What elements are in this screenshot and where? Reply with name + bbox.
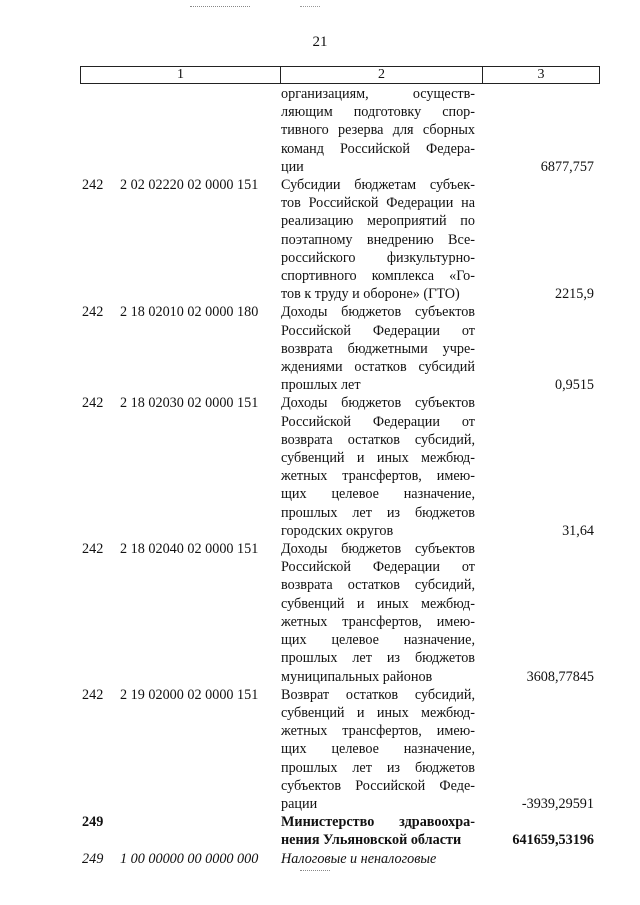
description-line: щих целевое назначение, xyxy=(281,486,475,503)
row-number: 242 xyxy=(82,304,104,321)
table-header xyxy=(80,66,600,84)
description-line: тов Российской Федерации на xyxy=(281,195,475,212)
description-line: организациям, осуществ- xyxy=(281,86,475,102)
table-row xyxy=(0,686,640,813)
header-col-3: 3 xyxy=(537,67,545,82)
row-description xyxy=(281,85,475,176)
description-line: субвенций и иных межбюд- xyxy=(281,450,475,467)
table-row xyxy=(0,85,640,176)
description-line: Российской Федерации от xyxy=(281,322,475,339)
row-description xyxy=(281,686,475,813)
description-line: команд Российской Федера- xyxy=(281,140,475,157)
description-line: Министерство здравоохра- xyxy=(281,814,475,831)
description-line: тов к труду и обороне» (ГТО) xyxy=(281,286,460,303)
row-number: 249 xyxy=(82,850,104,867)
budget-code: 1 00 00000 00 0000 000 xyxy=(120,850,259,867)
amount-value: 3608,77845 xyxy=(526,668,594,685)
amount-value: 6877,757 xyxy=(540,158,594,175)
description-line: прошлых лет из бюджетов xyxy=(281,650,475,667)
row-description xyxy=(281,540,475,686)
row-description xyxy=(281,176,475,303)
description-line: спортивного комплекса «Го- xyxy=(281,268,475,285)
row-number: 249 xyxy=(82,814,104,831)
description-line: ляющим подготовку спор- xyxy=(281,104,475,121)
budget-code: 2 19 02000 02 0000 151 xyxy=(120,686,259,703)
row-description xyxy=(281,850,475,868)
description-line: прошлых лет из бюджетов xyxy=(281,504,475,521)
amount-value: 2215,9 xyxy=(554,286,594,303)
budget-code: 2 18 02010 02 0000 180 xyxy=(120,304,259,321)
description-line: Российской Федерации от xyxy=(281,413,475,430)
row-description xyxy=(281,303,475,394)
description-line: реализацию мероприятий по xyxy=(281,213,475,230)
description-line: субвенций и иных межбюд- xyxy=(281,704,475,721)
description-line: ждениями остатков субсидий xyxy=(281,359,475,376)
table-row xyxy=(0,850,640,868)
row-number: 242 xyxy=(82,541,104,558)
amount-value: -3939,29591 xyxy=(521,795,594,812)
description-line: жетных трансфертов, имею- xyxy=(281,468,475,485)
row-number: 242 xyxy=(82,177,104,194)
description-line: Российской Федерации от xyxy=(281,559,475,576)
description-line: прошлых лет xyxy=(281,377,361,394)
header-col-2: 2 xyxy=(281,67,483,83)
description-line: жетных трансфертов, имею- xyxy=(281,723,475,740)
description-line: рации xyxy=(281,795,318,812)
description-line: щих целевое назначение, xyxy=(281,632,475,649)
table-row xyxy=(0,540,640,686)
budget-code: 2 18 02040 02 0000 151 xyxy=(120,541,259,558)
page-number: 21 xyxy=(312,34,328,50)
scan-artifact-bottom xyxy=(300,870,330,871)
row-number: 242 xyxy=(82,395,104,412)
description-line: Доходы бюджетов субъектов xyxy=(281,395,475,412)
description-line: Субсидии бюджетам субъек- xyxy=(281,177,475,194)
description-line: возврата остатков субсидий, xyxy=(281,431,475,448)
description-line: щих целевое назначение, xyxy=(281,741,475,758)
description-line: муниципальных районов xyxy=(281,668,433,685)
budget-code: 2 18 02030 02 0000 151 xyxy=(120,395,259,412)
table-body xyxy=(0,85,640,868)
description-line: Налоговые и неналоговые xyxy=(281,850,437,867)
table-row xyxy=(0,394,640,540)
row-description xyxy=(281,394,475,540)
description-line: российского физкультурно- xyxy=(281,249,475,266)
scan-artifact-top xyxy=(190,6,250,7)
description-line: тивного резерва для сборных xyxy=(281,122,475,139)
description-line: городских округов xyxy=(281,522,394,539)
description-line: возврата остатков субсидий, xyxy=(281,577,475,594)
table-row xyxy=(0,176,640,303)
row-description xyxy=(281,813,475,849)
description-line: субъектов Российской Феде- xyxy=(281,777,475,794)
amount-value: 641659,53196 xyxy=(512,832,594,849)
row-number: 242 xyxy=(82,686,104,703)
description-line: ции xyxy=(281,158,304,175)
table-row xyxy=(0,813,640,849)
header-col-1: 1 xyxy=(81,67,281,83)
description-line: субвенций и иных межбюд- xyxy=(281,595,475,612)
table-row xyxy=(0,303,640,394)
description-line: Возврат остатков субсидий, xyxy=(281,686,475,703)
budget-code: 2 02 02220 02 0000 151 xyxy=(120,177,259,194)
description-line: Доходы бюджетов субъектов xyxy=(281,304,475,321)
description-line: нения Ульяновской области xyxy=(281,832,462,849)
scan-artifact-top-right xyxy=(300,6,320,7)
amount-value: 31,64 xyxy=(562,522,594,539)
description-line: поэтапному внедрению Все- xyxy=(281,231,475,248)
description-line: жетных трансфертов, имею- xyxy=(281,613,475,630)
description-line: прошлых лет из бюджетов xyxy=(281,759,475,776)
description-line: возврата бюджетными учре- xyxy=(281,340,475,357)
description-line: Доходы бюджетов субъектов xyxy=(281,541,475,558)
amount-value: 0,9515 xyxy=(554,377,594,394)
